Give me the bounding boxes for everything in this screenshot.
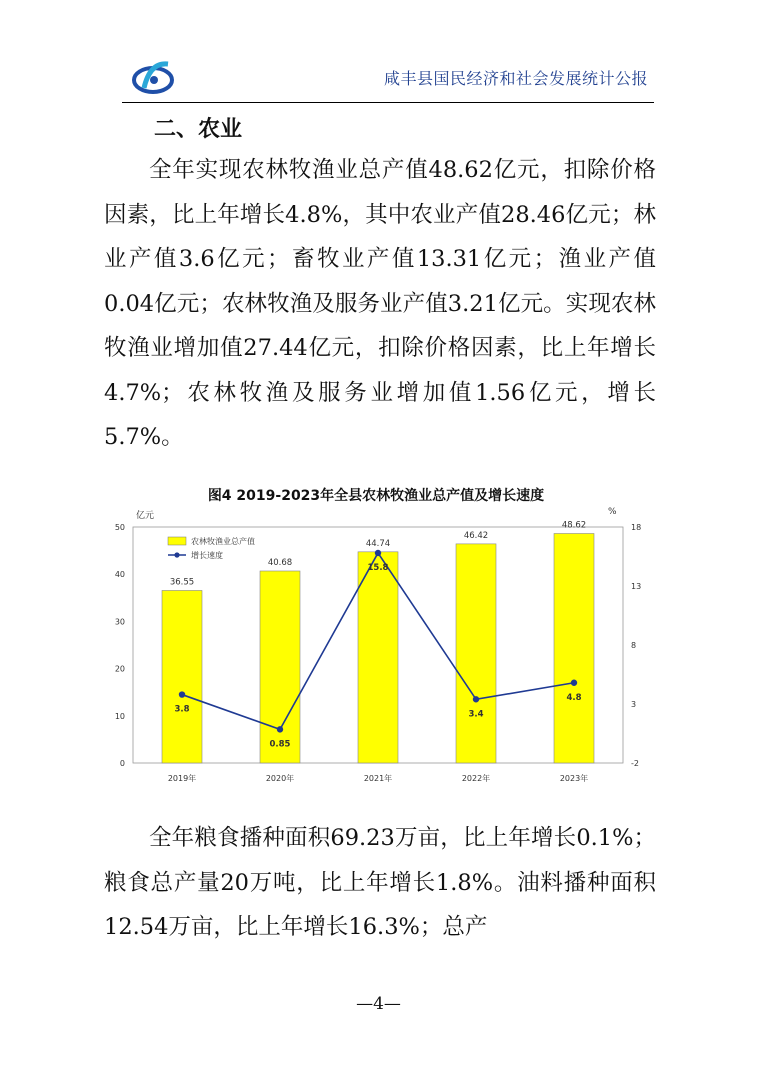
- y2-tick-label: 8: [631, 641, 637, 650]
- bar: [162, 590, 202, 763]
- growth-rate-label: 3.4: [468, 709, 484, 720]
- y2-axis-label: %: [608, 507, 617, 517]
- x-tick-label: 2019年: [167, 774, 197, 783]
- bar: [260, 571, 300, 763]
- legend-line-label: 增长速度: [191, 551, 223, 560]
- bar: [456, 544, 496, 763]
- page-number: —4—: [356, 994, 401, 1014]
- paragraph-agriculture-output: 全年实现农林牧渔业总产值48.62亿元，扣除价格因素，比上年增长4.8%，其中农业产值28.46亿元；林业产值3.6亿元；畜牧业产值13.31亿元；渔业产值0.04亿元；农林牧渔及服务业产值3.21亿元。实现农林牧渔业增加值27.44亿元，扣除价格因素，比上年增长4.7%；农林牧渔及服务业增加值1.56亿元，增长5.7%。: [104, 157, 656, 450]
- bar-value-label: 48.62: [561, 520, 587, 531]
- legend: [168, 536, 255, 560]
- statistics-logo-icon: [130, 58, 176, 98]
- bar-value-label: 36.55: [169, 577, 195, 588]
- y2-tick-label: 13: [631, 582, 642, 591]
- y-axis-label: 亿元: [136, 511, 155, 521]
- y-axis-ticks: [115, 523, 125, 768]
- x-axis-ticks: [168, 773, 588, 783]
- growth-rate-point: [473, 696, 479, 702]
- section-heading: 二、农业: [154, 117, 243, 142]
- y-tick-label: 0: [119, 759, 125, 768]
- y2-axis-ticks: [631, 523, 641, 768]
- y-tick-label: 40: [114, 570, 125, 580]
- y-tick-label: 10: [114, 711, 125, 721]
- paragraph-grain-output: 全年粮食播种面积69.23万亩，比上年增长0.1%；粮食总产量20万吨，比上年增长1.8%。油料播种面积12.54万亩，比上年增长16.3%；总产: [104, 825, 656, 940]
- bar-value-label: 44.74: [365, 538, 391, 549]
- growth-rate-point: [179, 691, 185, 697]
- bar: [358, 552, 398, 763]
- y2-tick-label: 18: [631, 523, 642, 532]
- y-tick-label: 30: [114, 617, 125, 627]
- growth-rate-point: [375, 550, 381, 556]
- x-tick-label: 2022年: [461, 774, 491, 783]
- header-title: 咸丰县国民经济和社会发展统计公报: [383, 69, 648, 88]
- y-tick-label: 20: [114, 664, 125, 674]
- y-tick-label: 50: [114, 523, 125, 532]
- chart: [96, 478, 656, 798]
- legend-bar-label: 农林牧渔业总产值: [191, 537, 255, 546]
- bar-value-label: 46.42: [463, 530, 489, 541]
- bar-value-label: 40.68: [267, 557, 293, 568]
- x-tick-label: 2020年: [265, 774, 295, 783]
- y2-tick-label: 3: [631, 700, 637, 709]
- growth-rate-label: 0.85: [269, 739, 291, 750]
- document-header: [122, 54, 654, 103]
- y2-tick-label: -2: [631, 759, 639, 768]
- bar: [554, 534, 594, 763]
- growth-rate-label: 4.8: [566, 692, 582, 703]
- x-tick-label: 2023年: [559, 774, 589, 783]
- chart-title: 图4 2019-2023年全县农林牧渔业总产值及增长速度: [207, 488, 545, 504]
- growth-rate-label: 3.8: [174, 704, 190, 715]
- growth-rate-label: 15.8: [367, 562, 389, 573]
- x-tick-label: 2021年: [363, 774, 393, 783]
- growth-rate-point: [571, 680, 577, 686]
- growth-rate-point: [277, 726, 283, 732]
- legend-bar-swatch: [168, 537, 186, 545]
- legend-line-marker: [174, 552, 179, 557]
